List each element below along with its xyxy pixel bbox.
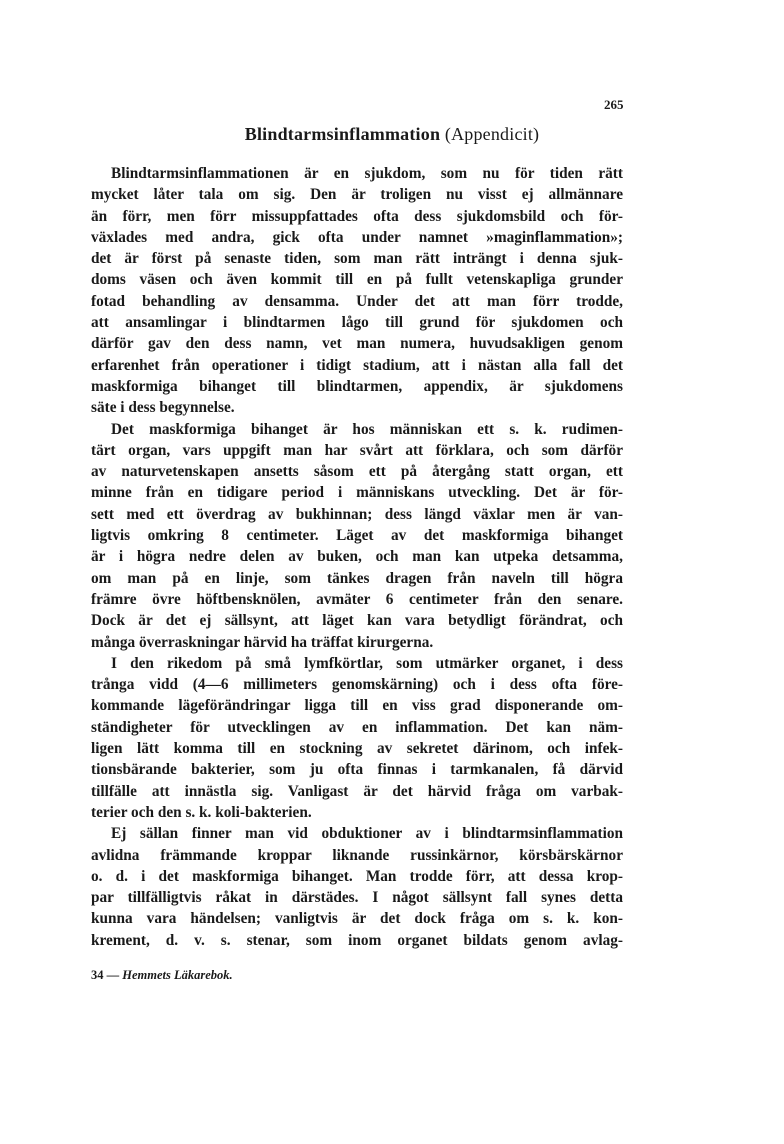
page-number: 265	[604, 97, 624, 112]
signature-number: 34 —	[91, 968, 120, 982]
text-line: av naturvetenskapen ansetts såsom ett på återgång statt organ, ett	[91, 463, 623, 481]
text-line: många överraskningar härvid ha träffat kirurgerna.	[91, 633, 434, 651]
book-title: Hemmets Läkarebok.	[122, 968, 233, 982]
text-line: kunna vara händelsen; vanligtvis är det dock fråga om s. k. kon-	[91, 910, 623, 928]
text-line: kommande lägeförändringar ligga till en viss grad disponerande om-	[91, 697, 623, 715]
footer-signature	[91, 968, 233, 983]
text-line: tärt organ, vars uppgift man har svårt att förklara, och som därför	[91, 441, 623, 459]
text-line: doms väsen och även kommit till en på fullt vetenskapliga grunder	[91, 271, 623, 289]
text-line: Det maskformiga bihanget är hos människan ett s. k. rudimen-	[111, 420, 623, 438]
text-line: att ansamlingar i blindtarmen lågo till grund för sjukdomen och	[91, 314, 623, 332]
text-line: avlidna främmande kroppar liknande russinkärnor, körsbärskärnor	[91, 846, 623, 864]
text-line: Ej sällan finner man vid obduktioner av i blindtarmsinflammation	[111, 825, 623, 843]
text-line: erfarenhet från operationer i tidigt stadium, att i nästan alla fall det	[91, 356, 623, 374]
body-text	[91, 163, 623, 951]
text-line: är i högra nedre delen av buken, och man kan utpeka detsamma,	[91, 548, 623, 566]
page-title	[0, 124, 784, 145]
text-line: ständigheter för utvecklingen av en inflammation. Det kan näm-	[91, 718, 623, 736]
text-line: fotad behandling av densamma. Under det att man förr trodde,	[91, 292, 623, 310]
text-line: ligen lätt komma till en stockning av sekretet därinom, och infek-	[91, 740, 623, 758]
text-line: maskformiga bihanget till blindtarmen, appendix, är sjukdomens	[91, 377, 623, 395]
text-line: tillfälle att innästla sig. Vanligast är det härvid fråga om varbak-	[91, 782, 623, 800]
text-line: trånga vidd (4—6 millimeters genomskärning) och i dess ofta före-	[91, 676, 623, 694]
text-line: par tillfälligtvis råkat in därstädes. I något sällsynt fall synes detta	[91, 889, 623, 907]
title-sub: (Appendicit)	[444, 124, 540, 144]
text-line: säte i dess begynnelse.	[91, 399, 235, 417]
text-line: krement, d. v. s. stenar, som inom organet bildats genom avlag-	[91, 931, 623, 949]
title-main: Blindtarmsinflammation	[244, 124, 441, 144]
text-line: mycket låter tala om sig. Den är troligen nu visst ej allmännare	[91, 186, 623, 204]
text-line: främre övre höftbensknölen, avmäter 6 centimeter från den senare.	[91, 590, 623, 608]
text-line: växlades med andra, gick ofta under namnet »maginflammation»;	[91, 228, 623, 246]
text-line: terier och den s. k. koli-bakterien.	[91, 803, 312, 821]
text-line: o. d. i det maskformiga bihanget. Man trodde förr, att dessa krop-	[91, 867, 623, 885]
text-line: om man på en linje, som tänkes dragen från naveln till högra	[91, 569, 623, 587]
text-line: tionsbärande bakterier, som ju ofta finnas i tarmkanalen, få därvid	[91, 761, 623, 779]
text-line: det är först på senaste tiden, som man rätt inträngt i denna sjuk-	[91, 250, 623, 268]
text-line: än förr, men förr missuppfattades ofta dess sjukdomsbild och för-	[91, 207, 623, 225]
text-line: sett med ett överdrag av bukhinnan; dess längd växlar men är van-	[91, 505, 623, 523]
text-line: minne från en tidigare period i människans utveckling. Det är för-	[91, 484, 623, 502]
text-line: I den rikedom på små lymfkörtlar, som utmärker organet, i dess	[111, 654, 623, 672]
text-line: Blindtarmsinflammationen är en sjukdom, som nu för tiden rätt	[111, 165, 623, 182]
text-line: ligtvis omkring 8 centimeter. Läget av det maskformiga bihanget	[91, 527, 623, 545]
text-line: Dock är det ej sällsynt, att läget kan vara betydligt förändrat, och	[91, 612, 623, 630]
text-line: därför gav den dess namn, vet man numera, huvudsakligen genom	[91, 335, 623, 353]
